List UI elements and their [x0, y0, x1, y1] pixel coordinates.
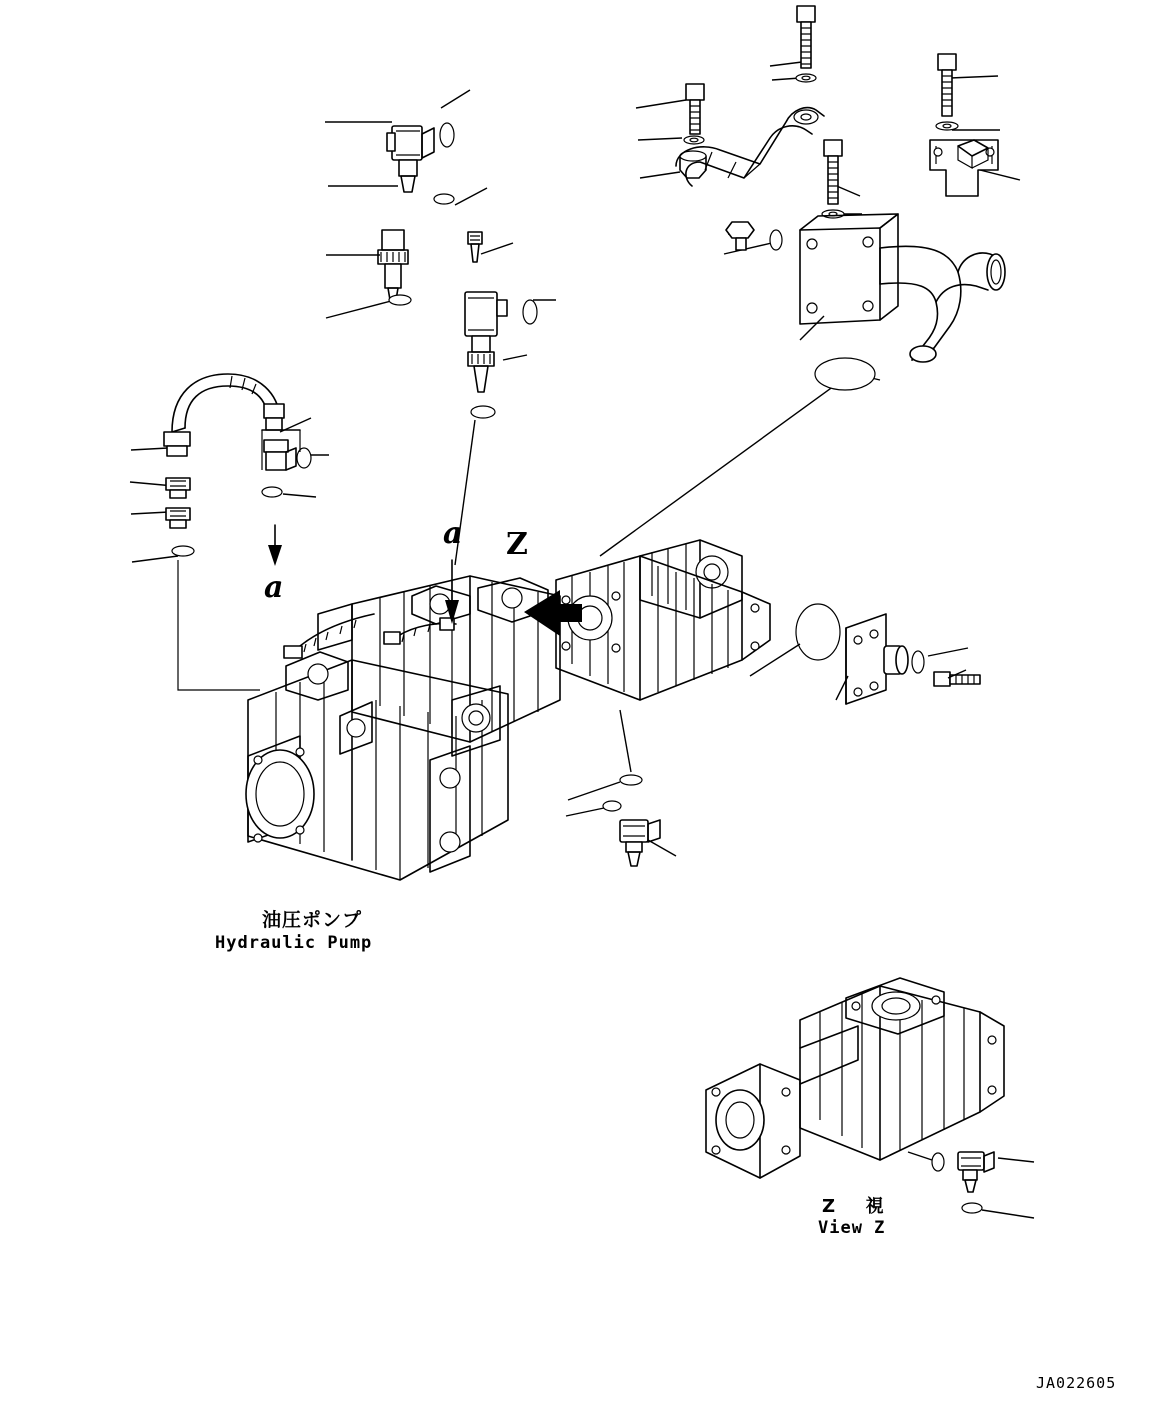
main-assembly-label-en: Hydraulic Pump — [215, 933, 373, 953]
pressure-sensor — [378, 230, 411, 305]
solenoid-valve-upper-left — [387, 123, 454, 204]
callout-z: Z — [506, 527, 528, 562]
o-ring-flange-right — [796, 604, 840, 660]
view-z-pump-body — [706, 978, 1004, 1178]
main-assembly-label-jp: 油圧ポンプ — [262, 909, 363, 931]
suction-flange-box — [800, 214, 898, 324]
callout-a-lower: a — [264, 570, 284, 605]
arrow-a-left — [268, 525, 282, 566]
callout-a-upper: a — [443, 516, 463, 551]
bolt-bracket-top — [796, 6, 816, 82]
view-z-valve — [932, 1152, 994, 1213]
drawing-number: JA022605 — [1036, 1374, 1117, 1392]
plug-small — [468, 232, 482, 262]
view-z-label-jp: Z 視 — [822, 1196, 890, 1217]
mount-bracket-right — [930, 140, 998, 196]
plug-hex-nut — [726, 222, 782, 250]
o-ring-suction-flange — [815, 358, 875, 390]
group-bracket-left — [178, 560, 260, 690]
view-z-label-en: View Z — [818, 1218, 886, 1238]
drain-valve-lower — [603, 775, 660, 866]
mounting-flange-right — [796, 604, 980, 704]
bolt-bracket-center — [822, 140, 844, 218]
hydraulic-pump-body — [246, 540, 770, 880]
elbow-fitting-upper — [166, 478, 190, 498]
elbow-fitting-lower — [166, 508, 190, 528]
bolt-bracket-right — [936, 54, 958, 130]
connector-block — [262, 430, 311, 497]
o-ring-hose-end — [172, 546, 194, 556]
